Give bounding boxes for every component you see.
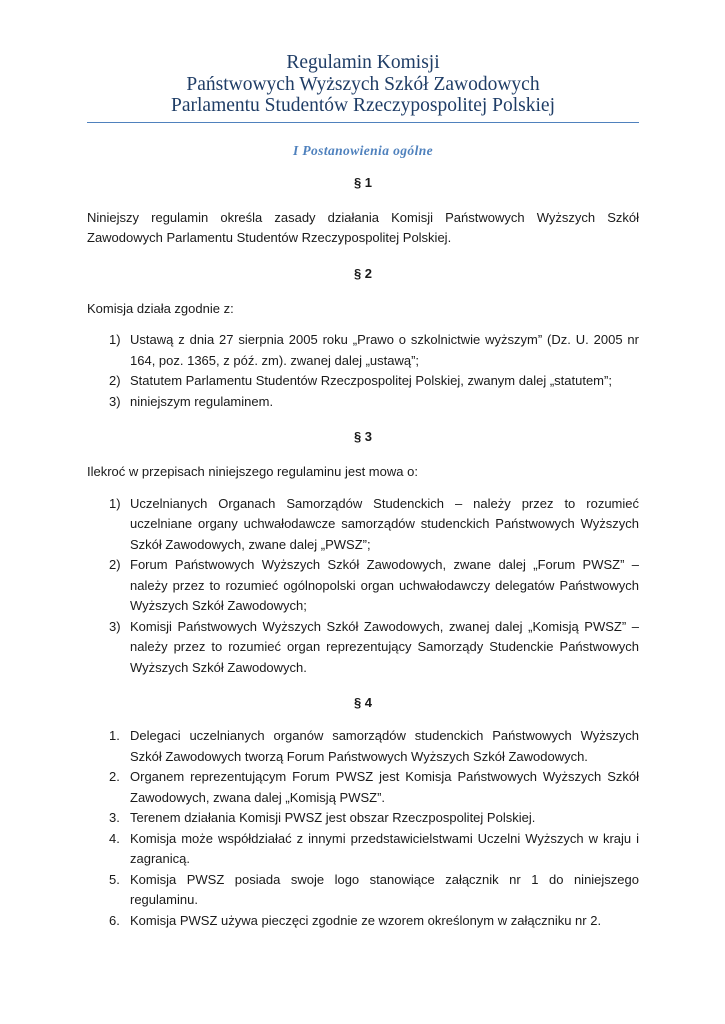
list-item: [87, 392, 639, 413]
list-item: [87, 330, 639, 371]
paragraph-mark: § 1: [353, 174, 373, 190]
numbered-list: [87, 330, 639, 412]
list-item-text: Terenem działania Komisji PWSZ jest obszar Rzeczpospolitej Polskiej.: [130, 810, 536, 825]
title-line: Regulamin Komisji: [286, 52, 440, 73]
title-line: Państwowych Wyższych Szkół Zawodowych: [186, 73, 540, 95]
list-number: 5.: [109, 871, 120, 887]
list-item: [87, 808, 639, 829]
list-item-text: Uczelnianych Organach Samorządów Studenckich – należy przez to rozumieć uczelniane organy uchwałodawcze samorządów studenckich Państwowych Wyższych Szkół Zawodowych, zwane dalej „PWSZ”;: [130, 495, 639, 552]
list-number: 1): [109, 332, 121, 347]
list-item-text: Delegaci uczelnianych organów samorządów studenckich Państwowych Wyższych Szkół Zawodowych tworzą Forum Państwowych Wyższych Szkół Zawodowych.: [130, 728, 639, 764]
list-item: [87, 911, 639, 932]
list-item: [87, 494, 639, 556]
list-item-text: Forum Państwowych Wyższych Szkół Zawodowych, zwane dalej „Forum PWSZ” – należy przez to rozumieć ogólnopolski organ uchwałodawczy delegatów Państwowych Wyższych Szkół Zawodowych;: [130, 557, 639, 613]
list-item-text: Ustawą z dnia 27 sierpnia 2005 roku „Prawo o szkolnictwie wyższym” (Dz. U. 2005 nr 164, poz. 1365, z póź. zm). zwanej dalej „ustawą”;: [130, 332, 639, 368]
paragraph-mark: § 3: [353, 429, 373, 444]
list-number: 3): [109, 618, 121, 634]
list-number: 1.: [109, 728, 120, 743]
list-item-text: Statutem Parlamentu Studentów Rzeczpospolitej Polskiej, zwanym dalej „statutem”;: [130, 373, 612, 388]
paragraph-intro: Komisja działa zgodnie z:: [87, 300, 234, 316]
title-divider: [87, 122, 639, 123]
list-number: 3.: [109, 810, 120, 825]
list-number: 4.: [109, 830, 120, 846]
list-number: 1): [109, 495, 121, 511]
list-item: [87, 555, 639, 617]
list-item: [87, 726, 639, 767]
numbered-list: [87, 494, 639, 679]
title-line: Parlamentu Studentów Rzeczypospolitej Polskiej: [171, 95, 555, 116]
list-item-text: Komisji Państwowych Wyższych Szkół Zawodowych, zwanej dalej „Komisją PWSZ” – należy przez to rozumieć organ reprezentujący Samorządy Studenckie Państwowych Wyższych Szkół Zawodowych.: [130, 618, 639, 675]
list-item: [87, 371, 639, 392]
list-number: 3): [109, 393, 121, 409]
list-item-text: Komisja może współdziałać z innymi przedstawicielstwami Uczelni Wyższych w kraju i zagranicą.: [130, 830, 639, 866]
list-number: 2): [109, 557, 121, 572]
list-number: 2): [109, 373, 121, 388]
paragraph-mark: § 4: [353, 695, 373, 710]
numbered-list: [87, 726, 639, 931]
list-item: [87, 870, 639, 911]
list-item: [87, 767, 639, 808]
document-title: [87, 0, 639, 117]
list-number: 2.: [109, 769, 120, 784]
paragraph-mark: § 2: [353, 265, 373, 281]
list-item: [87, 617, 639, 679]
list-item-text: Komisja PWSZ posiada swoje logo stanowiące załącznik nr 1 do niniejszego regulaminu.: [130, 871, 639, 907]
list-number: 6.: [109, 912, 120, 928]
list-item-text: niniejszym regulaminem.: [130, 393, 274, 409]
paragraph-intro: Ilekroć w przepisach niniejszego regulaminu jest mowa o:: [87, 464, 418, 479]
list-item: [87, 829, 639, 870]
list-item-text: Komisja PWSZ używa pieczęci zgodnie ze wzorem określonym w załączniku nr 2.: [130, 912, 602, 928]
list-item-text: Organem reprezentującym Forum PWSZ jest Komisja Państwowych Wyższych Szkół Zawodowych, zwana dalej „Komisją PWSZ”.: [130, 769, 639, 805]
paragraph-text: Niniejszy regulamin określa zasady działania Komisji Państwowych Wyższych Szkół Zawodowych Parlamentu Studentów Rzeczypospolitej Polskiej.: [87, 209, 639, 245]
section-heading: I Postanowienia ogólne: [292, 142, 434, 158]
